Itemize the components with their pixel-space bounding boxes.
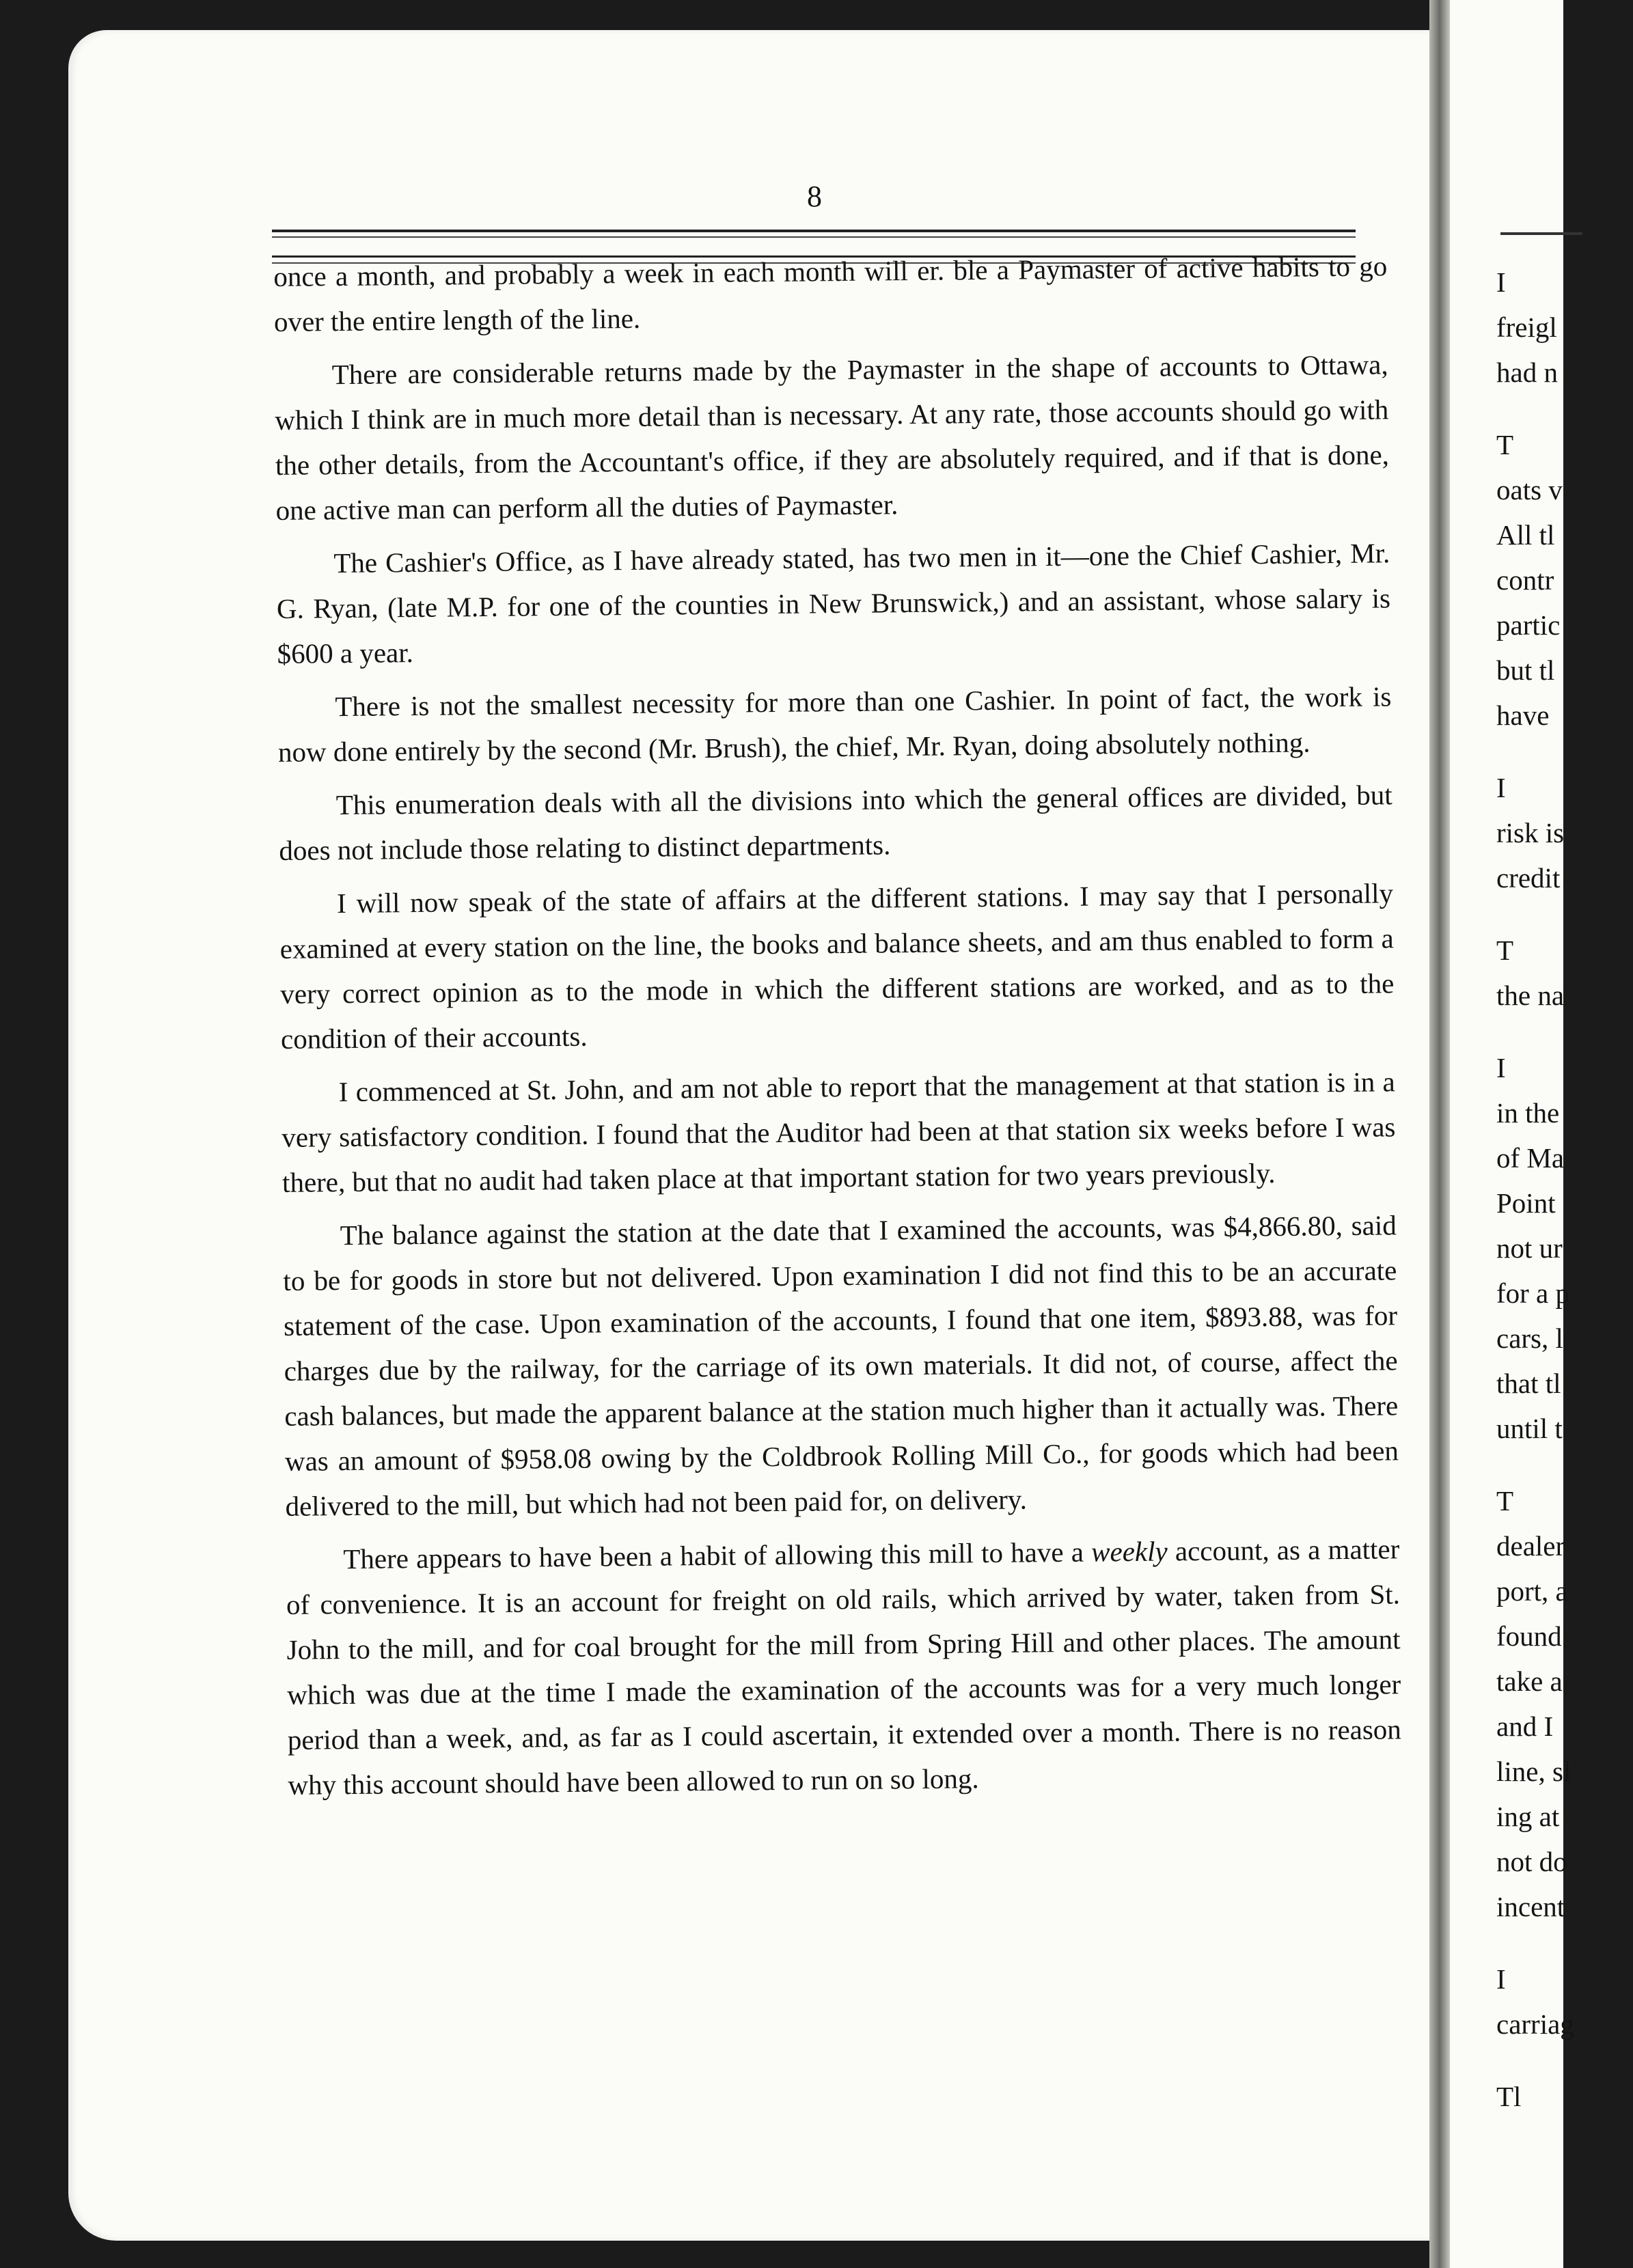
header-rule	[272, 230, 1356, 232]
right-page-line: carriag	[1496, 2008, 1574, 2040]
right-page-line: I	[1496, 1963, 1506, 1995]
paragraph: The Cashier's Office, as I have already stated, has two men in it—one the Chief Cashier, Mr. G. Ryan, (late M.P. for one of the counties in New Brunswick,) and an assistant, whose salary is $600 a year.	[276, 537, 1391, 669]
paragraph: The balance against the station at the date that I examined the accounts, was $4,866.80, said to be for goods in store but not delivered. Upon examination I did not find this to be an accurate statement of the case. Upon examination of the accounts, I found that one item, $893.88, was for charges due by the railway, for the carriage of its own materials. It did not, of course, affect the cash balances, but made the apparent balance at the station much higher than it actually was. There was an amount of $958.08 owing by the Coldbrook Rolling Mill Co., for goods which had been delivered to the mill, but which had not been paid for, on delivery.	[283, 1209, 1399, 1522]
right-page-line: that tl	[1496, 1368, 1561, 1399]
right-page-line: I	[1496, 266, 1506, 298]
right-page-gap	[1496, 1929, 1633, 1956]
right-page-line: have	[1496, 700, 1550, 731]
page-number: 8	[807, 180, 822, 213]
right-page-line: of Ma	[1496, 1142, 1565, 1174]
right-page-line: contr	[1496, 564, 1554, 596]
right-page-line: dealer	[1496, 1530, 1565, 1562]
right-page-line: found	[1496, 1620, 1562, 1652]
right-page-line: oats v	[1496, 474, 1563, 506]
right-page-line: cars, l	[1496, 1323, 1563, 1354]
right-page-gap	[1496, 395, 1633, 422]
paragraph	[286, 1526, 1402, 1808]
paragraph: I commenced at St. John, and am not able to report that the management at that station is in a very satisfactory condition. I found that the Auditor had been at that station six weeks before I was there, but that no audit had taken place at that important station for two years previously.	[282, 1066, 1396, 1198]
right-page-gap	[1496, 900, 1633, 928]
right-page-gap	[1496, 2047, 1633, 2074]
right-page-line: freigl	[1496, 312, 1557, 343]
right-page-line: partic	[1496, 609, 1561, 641]
paragraph-text: There appears to have been a habit of allowing this mill to have a	[343, 1536, 1092, 1575]
paragraph: There are considerable returns made by the Paymaster in the shape of accounts to Ottawa, which I think are in much more detail than is necessary. At any rate, those accounts should go with the other details, from the Accountant's office, if they are absolutely required, and if that is done, one active man can perform all the duties of Paymaster.	[275, 348, 1390, 526]
right-page-line: until t	[1496, 1413, 1563, 1444]
right-page-line: ing at	[1496, 1801, 1560, 1832]
paragraph: I will now speak of the state of affairs at the different stations. I may say that I personally examined at every station on the line, the books and balance sheets, and am thus enabled to form a very correct opinion as to the mode in which the different stations are worked, and as to the condition of their accounts.	[279, 877, 1395, 1055]
right-page-gap	[1496, 738, 1633, 765]
right-page-line: the na	[1496, 980, 1565, 1011]
header-rule	[272, 236, 1356, 238]
right-page-line: but tl	[1496, 654, 1555, 686]
right-page-text	[1496, 260, 1633, 2119]
body-text	[273, 243, 1402, 1816]
right-page-line: for a p	[1496, 1277, 1570, 1309]
paragraph-text: account, as a matter of convenience. It is an account for freight on old rails, which arrived by water, taken from St. John to the mill, and for coal brought for the mill from Spring Hill and other places. The amount which was due at the time I made the examination of the accounts was for a very much longer period than a week, and, as far as I could ascertain, it extended over a month. There is no reason why this account should have been allowed to run on so long.	[286, 1533, 1402, 1801]
right-page-line: take a	[1496, 1665, 1563, 1697]
italic-word: weekly	[1090, 1535, 1168, 1568]
right-page-line: in the	[1496, 1097, 1560, 1129]
right-page-line: T	[1496, 1485, 1514, 1517]
right-page-line: not ur	[1496, 1232, 1563, 1264]
right-page-line: T	[1496, 935, 1514, 966]
right-page-rule	[1500, 232, 1582, 235]
right-page-line: Point	[1496, 1187, 1556, 1219]
right-page-line: credit	[1496, 862, 1561, 894]
page-gutter	[1429, 0, 1450, 2268]
paragraph: There is not the smallest necessity for more than one Cashier. In point of fact, the work is now done entirely by the second (Mr. Brush), the chief, Mr. Ryan, doing absolutely nothing.	[277, 680, 1392, 768]
right-page-line: Tl	[1496, 2081, 1522, 2112]
right-page-line: T	[1496, 429, 1514, 460]
paragraph: once a month, and probably a week in each month will er. ble a Paymaster of active habits to go over the entire length of the line.	[273, 250, 1388, 337]
paragraph: This enumeration deals with all the divisions into which the general offices are divided, but does not include those relating to distinct departments.	[279, 779, 1392, 866]
right-page-line: risk is	[1496, 817, 1565, 848]
right-page-line: port, a	[1496, 1575, 1568, 1607]
right-page-line: and I	[1496, 1711, 1554, 1742]
right-page-line: I	[1496, 1052, 1506, 1083]
right-page-line: All tl	[1496, 519, 1555, 551]
right-page-line: incent	[1496, 1891, 1565, 1922]
right-page-line: line, sl	[1496, 1756, 1572, 1787]
right-page-line: I	[1496, 772, 1506, 803]
right-page-line: not do	[1496, 1846, 1567, 1877]
right-page-gap	[1496, 1018, 1633, 1045]
right-page-line: had n	[1496, 357, 1558, 388]
right-page-gap	[1496, 1451, 1633, 1478]
